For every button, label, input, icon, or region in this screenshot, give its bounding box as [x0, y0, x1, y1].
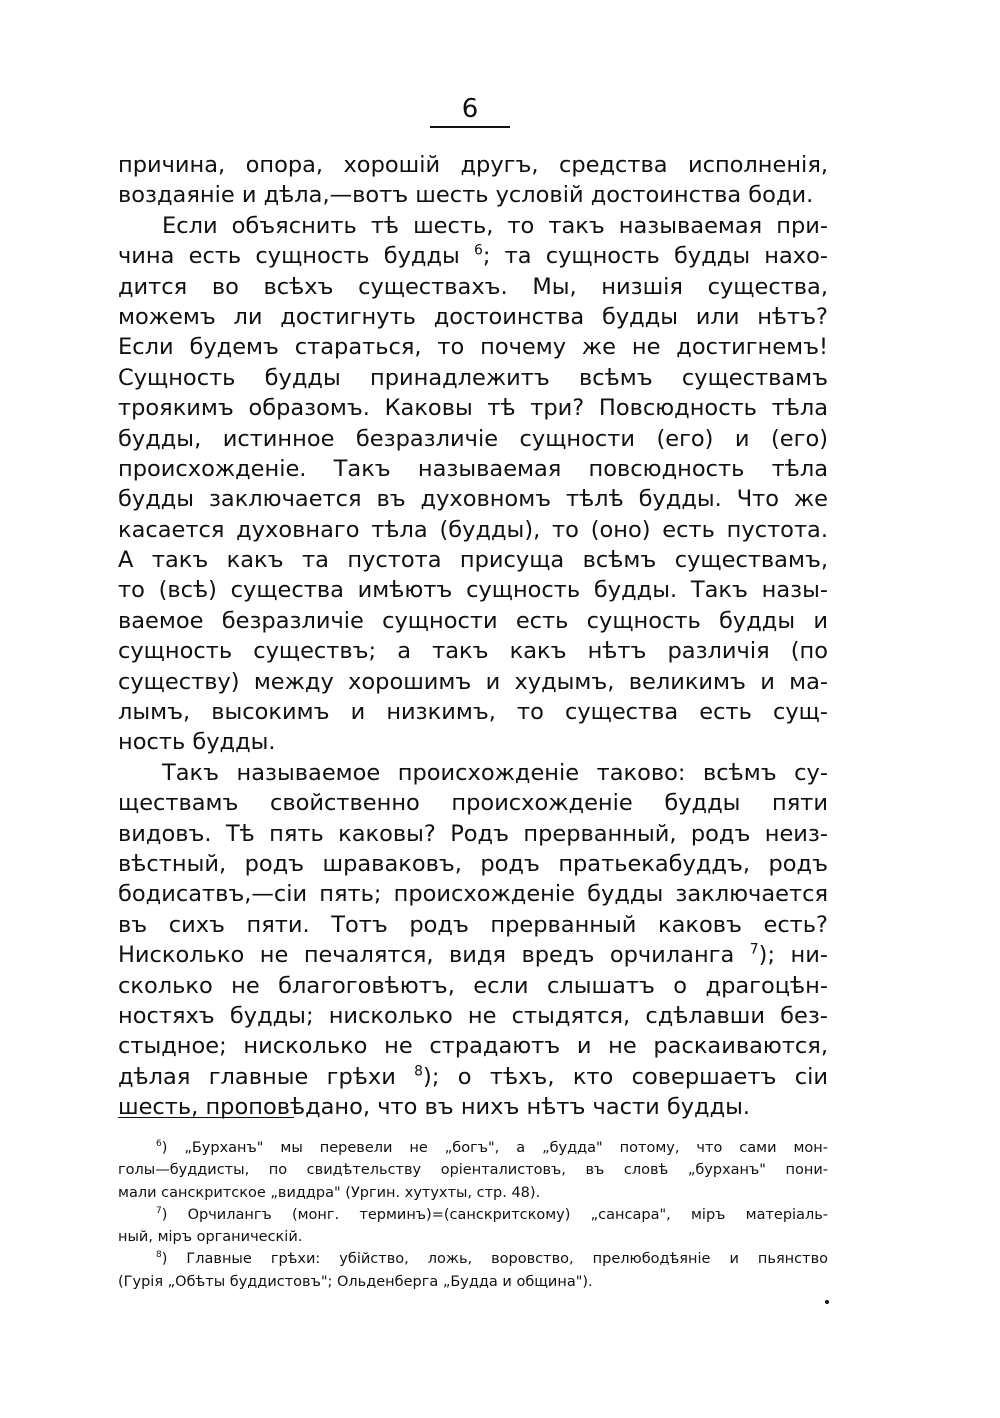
text-line: шесть, проповѣдано, что въ нихъ нѣтъ части будды.: [118, 1094, 751, 1121]
text-line: касается духовнаго тѣла (будды), то (оно) есть пустота.: [118, 516, 828, 543]
text-line: то (всѣ) существа имѣютъ сущность будды. Такъ назы-: [118, 577, 828, 604]
text-line: будды заключается въ духовномъ тѣлѣ будды. Что же: [118, 486, 828, 513]
text-fragment: ) „Бурханъ" мы перевели не „богъ", а „будда" потому, что сами мон-: [161, 1140, 828, 1156]
page-number: 6: [461, 94, 479, 124]
text-line: Если объяснить тѣ шесть, то такъ называемая при-: [162, 212, 828, 239]
footnote-marker: 7: [156, 1206, 162, 1217]
text-line: троякимъ образомъ. Каковы тѣ три? Повсюдность тѣла: [118, 395, 828, 422]
footnote-line: [118, 1248, 828, 1270]
text-line: будды, истинное безразличіе сущности (его) и (его): [118, 425, 828, 452]
text-fragment: дѣлая главные грѣхи: [118, 1063, 396, 1090]
text-line: [118, 1062, 828, 1092]
text-line: вѣстный, родъ шраваковъ, родъ пратьекабуддъ, родъ: [118, 850, 828, 877]
text-line: ностяхъ будды; нисколько не стыдятся, сдѣлавши без-: [118, 1002, 828, 1029]
text-line: ществамъ свойственно происхожденіе будды пяти: [118, 790, 828, 817]
footnote-marker: 8: [156, 1250, 162, 1261]
text-line: А такъ какъ та пустота присуща всѣмъ существамъ,: [118, 547, 828, 574]
page-number-rule: [430, 126, 510, 128]
ink-speck: [825, 1300, 829, 1304]
text-line: сколько не благоговѣютъ, если слышатъ о драгоцѣн-: [118, 972, 828, 999]
text-line: [118, 940, 828, 970]
text-fragment: чина есть сущность будды: [118, 243, 460, 270]
text-line: можемъ ли достигнуть достоинства будды или нѣтъ?: [118, 303, 828, 330]
text-fragment: Нисколько не печалятся, видя вредъ орчиланга: [118, 942, 735, 969]
text-fragment: ; та сущность будды нахо-: [482, 243, 828, 270]
text-line: Такъ называемое происхожденіе таково: всѣмъ су-: [162, 759, 828, 786]
footnote-separator: [118, 1117, 294, 1118]
text-fragment: ); о тѣхъ, кто совершаетъ сіи: [423, 1063, 828, 1090]
text-line: лымъ, высокимъ и низкимъ, то существа есть сущ-: [118, 699, 828, 726]
text-line: ваемое безразличіе сущности есть сущность будды и: [118, 607, 828, 634]
footnote-ref: 6: [473, 242, 483, 259]
text-line: въ сихъ пяти. Тотъ родъ прерванный каковъ есть?: [118, 911, 828, 938]
text-line: дится во всѣхъ существахъ. Мы, низшія существа,: [118, 273, 828, 300]
footnote-line: [118, 1204, 828, 1226]
footnote-line: [118, 1137, 828, 1159]
text-line: воздаяніе и дѣла,—вотъ шесть условій достоинства боди.: [118, 182, 814, 209]
text-line: [118, 241, 828, 271]
text-line: причина, опора, хорошій другъ, средства исполненія,: [118, 152, 828, 178]
text-line: сущность существъ; а такъ какъ нѣтъ различія (по: [118, 638, 828, 665]
footnote-ref: 8: [414, 1063, 424, 1080]
text-line: существу) между хорошимъ и худымъ, великимъ и ма-: [118, 668, 828, 695]
footnotes: [118, 1137, 828, 1293]
text-fragment: ); ни-: [758, 942, 828, 969]
footnote-line: (Гурія „Обѣты буддистовъ"; Ольденберга „Будда и община").: [118, 1273, 593, 1290]
text-line: Если будемъ стараться, то почему же не достигнемъ!: [118, 334, 828, 361]
footnote-line: голы—буддисты, по свидѣтельству оріенталистовъ, въ словѣ „бурханъ" пони-: [118, 1162, 828, 1179]
text-line: Сущность будды принадлежитъ всѣмъ существамъ: [118, 364, 828, 391]
text-fragment: ) Орчилангъ (монг. терминъ)=(санскритскому) „сансара", міръ матеріаль-: [161, 1206, 828, 1223]
text-fragment: ) Главные грѣхи: убійство, ложь, воровство, прелюбодѣяніе и пьянство: [161, 1251, 828, 1268]
main-text: [118, 150, 828, 1123]
text-line: происхожденіе. Такъ называемая повсюдность тѣла: [118, 455, 828, 482]
text-line: бодисатвъ,—сіи пять; происхожденіе будды заключается: [118, 881, 828, 908]
footnote-marker: 6: [156, 1139, 162, 1150]
text-line: стыдное; нисколько не страдаютъ и не раскаиваются,: [118, 1033, 828, 1060]
footnote-line: ный, міръ органическій.: [118, 1229, 303, 1246]
text-line: видовъ. Тѣ пять каковы? Родъ прерванный, родъ неиз-: [118, 820, 828, 847]
footnote-line: мали санскритское „виддра" (Ургин. хутухты, стр. 48).: [118, 1184, 541, 1201]
text-line: ность будды.: [118, 729, 276, 756]
footnote-ref: 7: [749, 941, 759, 958]
